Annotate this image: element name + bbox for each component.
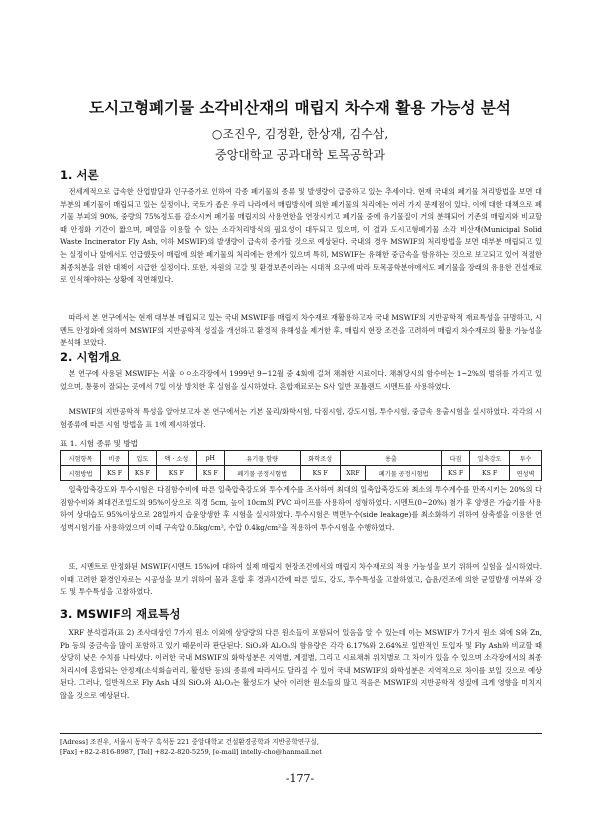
- table-cell: 액 · 소성: [156, 451, 196, 466]
- footer-contact: [60, 737, 542, 757]
- table-cell: KS F: [470, 466, 510, 481]
- section-1-paragraph-2: 따라서 본 연구에서는 현재 대부분 매립되고 있는 국내 MSWIF를 매립지 차수재로 재활용하고자 국내 MSWIF의 지반공학적 재료특성을 규명하고, 시멘트 안정화에 의하여 MSWIF의 지반공학적 성질을 개선하고 환경적 유해성을 제거한 후, 매립지 현장 조건을 고려하여 매립지 차수재로의 활용 가능성을 분석해 보았다.: [60, 313, 542, 348]
- table-cell: 비중: [101, 451, 129, 466]
- section-2-paragraph-4: 또, 시멘트로 안정화된 MSWIF(시멘트 15%)에 대하여 실제 매립지 현장조건에서의 매립지 차수재로의 적용 가능성을 보기 위하여 실험을 실시하였다. 이때 고려한 환경인자로는 시공성을 보기 위하여 물과 혼합 후 경과시간에 따른 밀도, 강도, 투수특성을 고찰하였고, 습윤/건조에 의한 균열발생 여부와 강도 및 투수특성을 고찰하였다.: [60, 562, 542, 597]
- section-2-heading: 2. 시험개요: [60, 350, 121, 364]
- table-cell: XRF: [340, 466, 365, 481]
- table-cell: 연성벽: [510, 466, 542, 481]
- table-cell: pH: [196, 451, 224, 466]
- table-cell: 다짐: [442, 451, 470, 466]
- table-cell: 투수: [510, 451, 542, 466]
- section-2-paragraph-1: 본 연구에 사용된 MSWIF는 서울 ㅇㅇ소각장에서 1999년 9~12월 중 4회에 걸쳐 채취한 시료이다. 채취당시의 함수비는 1~2%의 범위를 가지고 있었으며, 통풍이 잘되는 곳에서 7일 이상 방치한 후 실험을 실시하였다. 혼합재료로는 S사 일반 포틀랜드 시멘트를 사용하였다.: [60, 369, 542, 391]
- section-3-paragraph-1: XRF 분석결과(표 2) 조사대상인 7가지 원소 이외에 상당량의 다른 원소들이 포함되어 있음을 알 수 있는데 이는 MSWIF가 7가지 원소 외에 S와 Zn, Pb 등의 중금속을 많이 포함하고 있기 때문이라 판단된다. SiO₂와 Al₂O₃의 함유량은 각각 6.17%와 2.64%로 일반적인 토입자 및 Fly Ash와 비교할 때 상당히 낮은 수치를 나타냈다. 이러한 국내 MSWIF의 화학성분은 지역별, 계절별, 그리고 시료채취 위치별로 그 차이가 있을 수 있으며 소각장에서의 최종 처리시에 혼합되는 안정제(소석회슬러리, 활성탄 등)의 종류에 따라서도 달라질 수 있어 국내 MSWIF의 화학성분은 지역적으로 차이를 보일 것으로 예상된다. 그러나, 일반적으로 Fly Ash 내의 SiO₂와 Al₂O₃는 활성도가 낮아 이러한 원소들의 많고 적음은 MSWIF의 지반공학적 성질에 크게 영향을 미치지 않을 것으로 예상된다.: [60, 628, 542, 700]
- table-1-caption: 표 1. 시험 종류 및 방법: [60, 439, 138, 448]
- table-cell: 화학조성: [300, 451, 340, 466]
- table-row: [61, 466, 542, 481]
- author-list: ○조진우, 김정환, 한상재, 김수삼,: [211, 127, 389, 141]
- table-cell: 폐기물 공정시험법: [366, 466, 442, 481]
- table-cell: KS F: [101, 466, 129, 481]
- table-header-row: [61, 451, 542, 466]
- section-2-paragraph-3: 일축압축강도와 투수시험은 다짐함수비에 따른 일축압축강도와 투수계수를 조사하여 최대의 일축압축강도와 최소의 투수계수를 만족시키는 20%의 다짐함수비와 최대건조밀도의 95%이상으로 직경 5cm, 높이 10cm의 PVC 파이프를 사용하여 성형하였다. 시멘트(0~20%) 첨가 후 양생은 가습기를 사용하여 상대습도 95%이상으로 28일까지 습윤양생한 후 시험을 실시하였다. 투수시험은 벽면누수(side leakage)를 최소화하기 위하여 삼축셀을 이용한 연성벽시험기를 사용하였으며 이때 구속압 0.5kg/cm², 수압 0.4kg/cm²을 적용하여 투수시험을 수행하였다.: [60, 485, 542, 532]
- table-cell: KS F: [300, 466, 340, 481]
- page-number: -177-: [285, 772, 315, 785]
- paper-title: 도시고형폐기물 소각비산재의 매립지 차수재 활용 가능성 분석: [89, 99, 511, 117]
- table-cell: KS F: [196, 466, 224, 481]
- table-cell: KS F: [128, 466, 156, 481]
- table-cell: 입도: [128, 451, 156, 466]
- section-2-paragraph-2: MSWIF의 지반공학적 특성을 알아보고자 본 연구에서는 기본 물리/화학시험, 다짐시험, 강도시험, 투수시험, 중금속 용출시험을 실시하였다. 각각의 시험종류에 따른 시험 방법을 표 1에 제시하였다.: [60, 407, 542, 429]
- footer-address: [Adress] 조진우, 서울시 동작구 흑석동 221 중앙대학교 건설환경공학과 지반공학연구실,: [60, 738, 319, 746]
- table-cell: 용출: [340, 451, 441, 466]
- test-methods-table: [60, 450, 542, 481]
- table-cell: 일축강도: [470, 451, 510, 466]
- section-3-heading: 3. MSWIF의 재료특성: [60, 607, 181, 621]
- table-cell: 유기물 함량: [224, 451, 300, 466]
- footer-divider: [60, 733, 542, 734]
- table-cell: 폐기물 공정시험법: [224, 466, 300, 481]
- table-cell: KS F: [442, 466, 470, 481]
- section-1-paragraph-1: 전세계적으로 급속한 산업발달과 인구증가로 인하여 각종 폐기물의 종류 및 발생량이 급증하고 있는 추세이다. 현재 국내의 폐기물 처리방법을 보면 대부분의 폐기물이 매립되고 있는 실정이나, 국토가 좁은 우리 나라에서 매립방식에 의한 폐기물의 처리에는 여러 가지 문제점이 있다. 이에 대한 대책으로 폐기물 부피의 90%, 중량의 75%정도를 감소시켜 폐기물 매립지의 사용연한을 연장시키고 폐기물 중에 유기물질이 거의 분해되어 기존의 매립지와 비교할 때 안정화 기간이 짧으며, 폐열을 이용할 수 있는 소각처리방식의 필요성이 대두되고 있으며, 이 결과 도시고형폐기물 소각 비산재(Municipal Solid Waste Incinerator Fly Ash, 이하 MSWIF)의 발생량이 급속히 증가할 것으로 예상된다. 국내의 경우 MSWIF의 처리방법을 보면 대부분 매립되고 있는 실정이나 앞에서도 언급했듯이 매립에 의한 폐기물의 처리에는 한계가 있으며 특히, MSWIF는 유해한 중금속을 함유하는 것으로 보고되고 있어 적절한 최종처분을 위한 대책이 시급한 실정이다. 또한, 자원의 고갈 및 환경보존이라는 시대적 요구에 따라 토목공학분야에서도 폐기물을 장래의 유용한 건설재료로 인식해야하는 상황에 직면해있다.: [60, 187, 542, 285]
- table-cell: 시험방법: [61, 466, 101, 481]
- affiliation: 중앙대학교 공과대학 토목공학과: [215, 148, 385, 162]
- footer-contact-numbers: [Fax] +82-2-816-8987, [Tel] +82-2-820-5259, [e-mail] intelly-cho@hanmail.net: [60, 748, 322, 756]
- table-cell: KS F: [156, 466, 196, 481]
- table-cell: 시험항목: [61, 451, 101, 466]
- section-1-heading: 1. 서론: [60, 168, 99, 182]
